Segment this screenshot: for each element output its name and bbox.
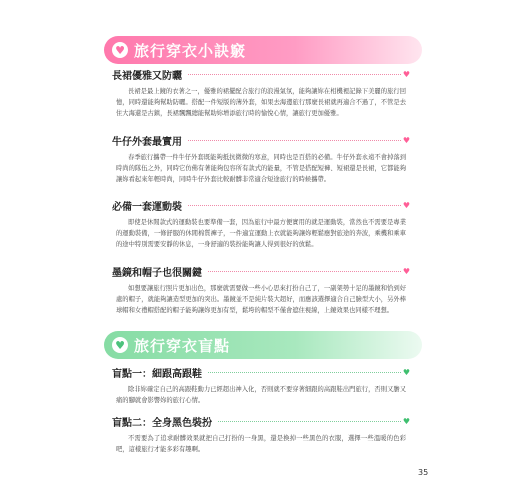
tip-title: 長裙優雅又防曬 [112, 70, 182, 82]
dotted-divider [208, 372, 401, 373]
dotted-divider [188, 205, 401, 206]
tip-text: 即使是休閒款式的運動裝也要準備一套，因為旅行中最方便實用的就是運動裝，當然也不需要是專業的運動裝備，一條舒服的休閒棉質褲子，一件適宜運動上衣就能夠讓妳輕鬆應對旅途的奔波，乘機和乘車的途中特別需要安靜的休息，一身舒適的裝扮能夠讓人得到很好的放鬆。 [116, 219, 406, 248]
heart-icon: ♥ [112, 337, 128, 353]
tip-text: 長裙是最上鏡的衣著之一，優雅的裙擺配合旅行的浪漫氣氛，能夠讓妳在相機裡記錄下美麗的旅行回憶，同時還能夠幫助防曬。搭配一件短版的薄外套，如果去海邊旅行那麼長裙就再適合不過了，不管是去住大海還是古鎮，長裙飄飄總能幫助妳增添旅行時的愉悅心情，讓旅行更加優雅。 [116, 88, 406, 117]
section-banner-tips [104, 36, 422, 64]
tip-text: 春季旅行攜帶一件牛仔外套既能夠抵抗微微的寒意，同時也是百搭的必備。牛仔外套永遠不會掉落到時尚的隊伍之外，同時它仿佛有著能夠包容所有款式的能量，不管是搭配短褲、短裙還是長裙，它都能夠讓妳看起來年輕時尚，同時牛仔外套比較耐髒非常適合短途旅行的時候攜帶。 [116, 154, 406, 183]
tip-title: 牛仔外套最實用 [112, 136, 182, 148]
heart-icon: ♥ [402, 135, 410, 145]
tip-skirt [112, 66, 410, 119]
tip-title: 必備一套運動裝 [112, 201, 182, 213]
heart-icon: ♥ [112, 42, 128, 58]
tip-heading [112, 263, 410, 279]
section-title: 旅行穿衣小訣竅 [134, 41, 247, 60]
tip-text: 如想要讓旅行照片更加出色，那麼就需要做一些小心思來打扮自己了，一副架勢十足的墨鏡和恰到好處的帽子，就能夠讓造型更加的突出。墨鏡並不是純片裝大超好，而應該選擇適合自己臉型大小，另外棒球帽和女禮帽搭配的帽子能夠讓妳更加有型，鬆垮的帽型不僅會遮住視線，上鏡效果也同樣不理想。 [116, 285, 406, 314]
tip-heading [112, 66, 410, 82]
mistake-text: 不需要為了追求耐髒效果就把自己打扮的一身黑，還是換掉一些黑色的衣服，選擇一些溫暖的色彩吧，這樣旅行才能多彩有趣啊。 [116, 435, 406, 453]
mistake-text: 除非妳確定自己的高跟鞋動力已經超出神入化，否則就不要穿著細跟的高跟鞋出門旅行，否則又膽又痛的腳就會影響妳的旅行心情。 [116, 386, 406, 404]
mistake-title: 盲點二：全身黑色裝扮 [112, 417, 212, 429]
tip-heading [112, 132, 410, 148]
tip-heading [112, 197, 410, 213]
heart-icon: ♥ [402, 200, 410, 210]
mistake-all-black [112, 413, 410, 455]
tip-sunglasses-hat [112, 263, 410, 316]
tip-title: 墨鏡和帽子也很關鍵 [112, 267, 202, 279]
heart-icon: ♥ [402, 416, 410, 426]
tip-sportswear [112, 197, 410, 250]
page-number: 35 [418, 468, 429, 477]
section-banner-mistakes [104, 331, 422, 359]
mistake-title: 盲點一：細跟高跟鞋 [112, 368, 202, 380]
mistake-heading [112, 413, 410, 429]
dotted-divider [188, 74, 401, 75]
heart-icon: ♥ [402, 266, 410, 276]
mistake-heading [112, 364, 410, 380]
dotted-divider [208, 271, 401, 272]
dotted-divider [188, 140, 401, 141]
section-title: 旅行穿衣盲點 [134, 336, 231, 355]
heart-icon: ♥ [402, 69, 410, 79]
dotted-divider [218, 421, 401, 422]
tip-denim-jacket [112, 132, 410, 185]
heart-icon: ♥ [402, 367, 410, 377]
mistake-high-heels [112, 364, 410, 406]
